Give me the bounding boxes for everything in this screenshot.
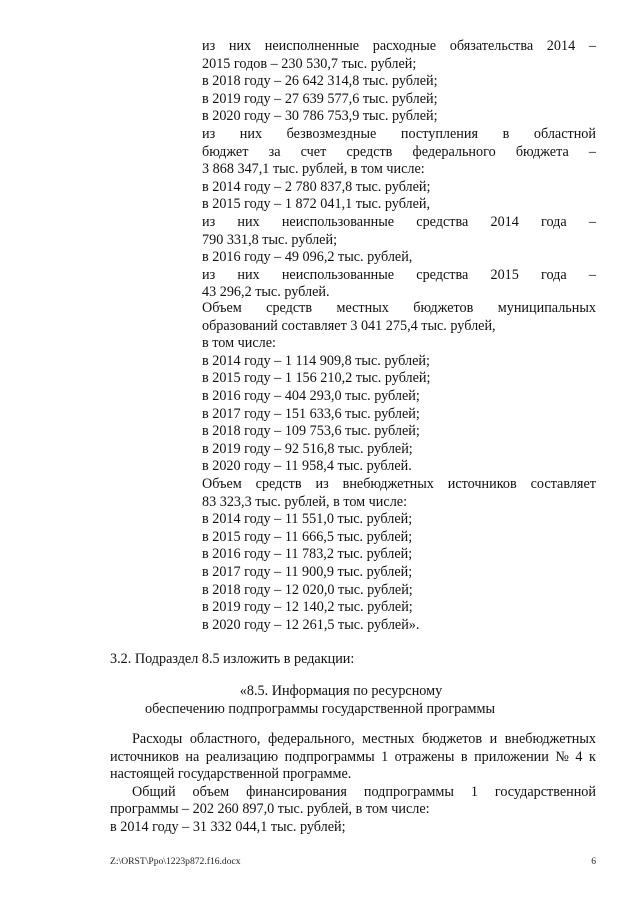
text-line: Расходы областного, федерального, местных бюджетов и внебюджетных [132,731,596,747]
text-line: 3 868 347,1 тыс. рублей, в том числе: [202,161,425,178]
heading-line-2: обеспечению подпрограммы государственной программы [144,700,496,717]
text-line: в 2019 году – 27 639 577,6 тыс. рублей; [202,90,438,107]
text-line: в 2014 году – 1 114 909,8 тыс. рублей; [202,352,430,369]
text-line: настоящей государственной программе. [110,766,352,783]
text-line: 83 323,3 тыс. рублей, в том числе: [202,493,408,510]
text-line: в 2016 году – 11 783,2 тыс. рублей; [202,546,413,563]
text-line: в 2016 году – 404 293,0 тыс. рублей; [202,387,420,404]
text-line: в том числе: [202,335,276,352]
text-line: в 2015 году – 1 872 041,1 тыс. рублей, [202,196,431,213]
text-line: 43 296,2 тыс. рублей. [202,284,330,301]
text-line: в 2019 году – 92 516,8 тыс. рублей; [202,440,413,457]
section-instruction: 3.2. Подраздел 8.5 изложить в редакции: [110,651,355,667]
text-line: в 2014 году – 31 332 044,1 тыс. рублей; [110,818,346,835]
text-line: Объем средств местных бюджетов муниципальных [202,300,596,316]
text-line: в 2014 году – 11 551,0 тыс. рублей; [202,511,413,528]
text-line: из них неисполненные расходные обязательства 2014 – [202,38,596,54]
text-line: источников на реализацию подпрограммы 1 отражены в приложении № 4 к [110,748,596,765]
text-block-local-and-extrabudgetary [202,300,596,634]
text-line: в 2020 году – 12 261,5 тыс. рублей». [202,616,420,633]
text-line: из них безвозмездные поступления в областной [202,125,596,142]
text-line: в 2015 году – 1 156 210,2 тыс. рублей; [202,370,431,387]
text-line: из них неиспользованные средства 2014 года – [202,213,596,230]
text-line: образований составляет 3 041 275,4 тыс. рублей, [202,317,496,334]
heading-line-1: «8.5. Информация по ресурсному [239,683,443,699]
text-line: в 2016 году – 49 096,2 тыс. рублей, [202,249,413,266]
text-line: в 2017 году – 151 633,6 тыс. рублей; [202,405,420,422]
text-line: в 2014 году – 2 780 837,8 тыс. рублей; [202,178,431,195]
text-block-subprogram-expenses [110,731,596,837]
subsection-heading [0,683,640,718]
text-line: в 2017 году – 11 900,9 тыс. рублей; [202,563,413,580]
text-line: Объем средств из внебюджетных источников составляет [202,475,596,492]
text-line: бюджет за счет средств федерального бюджета – [202,143,596,160]
page-number: 6 [591,856,596,867]
page-footer [110,856,596,867]
text-line: в 2018 году – 26 642 314,8 тыс. рублей; [202,73,438,90]
text-line: 2015 годов – 230 530,7 тыс. рублей; [202,55,417,72]
text-line: в 2015 году – 11 666,5 тыс. рублей; [202,528,413,545]
file-path: Z:\ORST\Ppo\1223p872.f16.docx [110,856,241,867]
text-line: в 2018 году – 12 020,0 тыс. рублей; [202,581,413,598]
text-line: в 2020 году – 11 958,4 тыс. рублей. [202,458,412,475]
text-line: программы – 202 260 897,0 тыс. рублей, в том числе: [110,801,430,818]
text-line: Общий объем финансирования подпрограммы 1 государственной [132,783,596,800]
text-line: в 2019 году – 12 140,2 тыс. рублей; [202,599,413,616]
text-block-regional-budget [202,38,596,302]
text-line: 790 331,8 тыс. рублей; [202,231,338,248]
text-line: в 2018 году – 109 753,6 тыс. рублей; [202,423,420,440]
text-line: из них неиспользованные средства 2015 года – [202,266,596,283]
text-line: в 2020 году – 30 786 753,9 тыс. рублей; [202,108,438,125]
